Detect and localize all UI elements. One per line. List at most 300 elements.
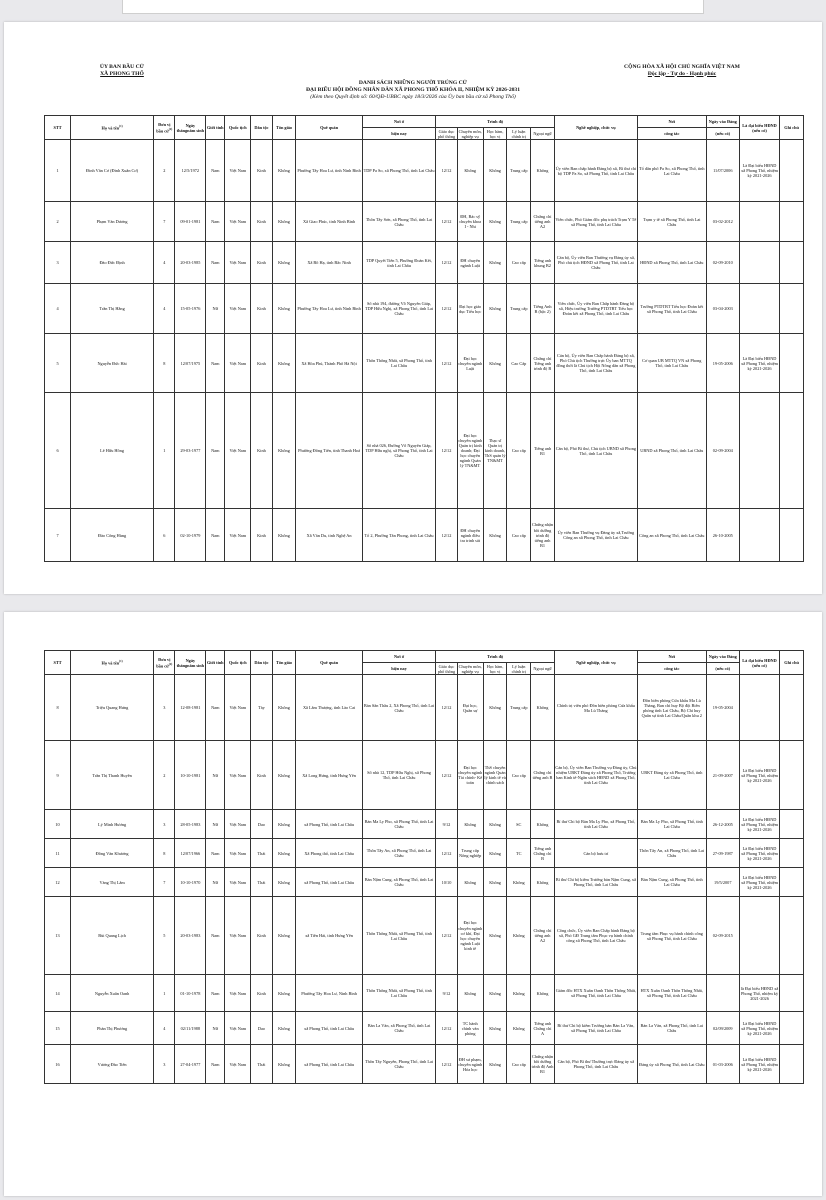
col-party: (nếu có)	[706, 663, 739, 675]
cell-name: Đồng Văn Khương	[71, 839, 154, 868]
cell-residence: Tổ 2, Phường Tân Phong, tỉnh Lai Châu	[362, 509, 436, 562]
col-name-footnote: (1)	[119, 124, 123, 129]
page-header	[4, 22, 822, 120]
cell-job: Ủy viên Ban chấp hành Đảng bộ xã, Bí thư chi bộ TDP Pa So, xã Phong Thổ, tỉnh Lai Châu	[554, 140, 637, 202]
cell-ethnic: Thái	[251, 839, 272, 868]
issuer-block	[62, 64, 182, 77]
document-title: DANH SÁCH NHỮNG NGƯỜI TRÚNG CỬ	[358, 80, 468, 86]
cell-edu-major: Không	[457, 810, 483, 839]
cell-edu-general: 12/12	[436, 334, 457, 393]
cell-job: Viên chức, Ủy viên Ban Chấp hành Đảng bộ xã, Hiệu trưởng Trường PTDTBT Tiểu học Đoàn kết xã Phong Thổ, tỉnh Lai Châu	[554, 284, 637, 334]
cell-nation: Việt Nam	[225, 975, 251, 1012]
cell-edu-general: 9/12	[436, 975, 457, 1012]
cell-note	[780, 1012, 804, 1045]
cell-work: Đảng ủy xã Phong Thổ, tỉnh Lai Châu	[637, 1045, 706, 1084]
cell-unit: 6	[154, 509, 175, 562]
cell-hometown: xã Phong Thổ, tỉnh Lai Châu	[296, 1012, 362, 1045]
cell-delegate: Là Đại biểu HĐND xã Phong Thổ, nhiệm kỳ 2021-2026	[739, 839, 779, 868]
cell-name: Vương Đào Tiến	[71, 1045, 154, 1084]
cell-nation: Việt Nam	[225, 839, 251, 868]
col-education-group: Trình độ	[436, 651, 555, 663]
cell-delegate	[739, 509, 779, 562]
cell-delegate	[739, 202, 779, 242]
cell-religion: Không	[272, 284, 296, 334]
cell-edu-degree: Thạc sĩ Quản trị kinh doanh, ThS quản lý TN&MT	[483, 393, 507, 509]
cell-edu-major: Đại học chuyên ngành cơ khí, Đại học chuyên ngành Luật kinh tế	[457, 897, 483, 975]
cell-name: Nguyễn Xuân Oanh	[71, 975, 154, 1012]
cell-job: Chính trị viên phó Đồn biên phòng Cửa khẩu Ma Lù Thàng	[554, 675, 637, 741]
cell-party: 19-05-2006	[706, 334, 739, 393]
cell-stt: 8	[45, 675, 71, 741]
cell-unit: 8	[154, 839, 175, 868]
cell-unit: 4	[154, 242, 175, 284]
cell-work: Bản Ma Ly Pho, xã Phong Thổ, tỉnh Lai Châu	[637, 810, 706, 839]
cell-unit: 4	[154, 1012, 175, 1045]
cell-dob: 20-03-1985	[175, 242, 206, 284]
cell-edu-language: Tiếng anh B1	[531, 393, 555, 509]
issuer-line-2: XÃ PHONG THỔ	[100, 70, 144, 77]
cell-party: 19/5/2007	[706, 868, 739, 897]
table-row	[45, 897, 804, 975]
cell-edu-degree: ThS chuyên ngành Quản lý kinh tế và chính sách	[483, 741, 507, 810]
cell-work: UBND xã Phong Thổ, tỉnh Lai Châu	[637, 393, 706, 509]
cell-delegate: là Đại biểu HĐND xã Phong Thổ, nhiệm kỳ 2021-2026	[739, 975, 779, 1012]
cell-edu-politics: TC	[507, 839, 531, 868]
cell-edu-language: Chứng nhận bồi dưỡng trình độ tiếng anh B1	[531, 509, 555, 562]
cell-hometown: Xã Long Hưng, tỉnh Hưng Yên	[296, 741, 362, 810]
cell-delegate	[739, 393, 779, 509]
cell-stt: 2	[45, 202, 71, 242]
col-unit	[154, 116, 175, 140]
cell-edu-general: 12/12	[436, 741, 457, 810]
cell-work: Cơ quan UB MTTQ VN xã Phong Thổ, tỉnh Lai Châu	[637, 334, 706, 393]
cell-nation: Việt Nam	[225, 334, 251, 393]
cell-unit: 3	[154, 675, 175, 741]
col-note: Ghi chú	[780, 651, 804, 675]
cell-edu-major: ĐH chuyên ngành điều tra trinh sát	[457, 509, 483, 562]
cell-job: Cán bộ, Phó Bí thư, Chủ tịch UBND xã Phong Thổ, tỉnh Lai Châu	[554, 393, 637, 509]
cell-name: Đào Đức Định	[71, 242, 154, 284]
cell-nation: Việt Nam	[225, 741, 251, 810]
col-gender: Giới tính	[206, 116, 225, 140]
cell-delegate: Là Đại biểu HĐND xã Phong Thổ, nhiệm kỳ 2021-2026	[739, 334, 779, 393]
cell-nation: Việt Nam	[225, 1012, 251, 1045]
cell-edu-language: Không	[531, 140, 555, 202]
cell-edu-major: Đại học giáo dục Tiểu học	[457, 284, 483, 334]
cell-name: Trần Thị Thanh Huyền	[71, 741, 154, 810]
cell-edu-degree: Không	[483, 1012, 507, 1045]
col-work-group: Nơi	[637, 116, 706, 128]
col-edu-general: Giáo dục phổ thông	[436, 128, 457, 140]
cell-note	[780, 839, 804, 868]
table-row	[45, 284, 804, 334]
col-ethnic: Dân tộc	[251, 116, 272, 140]
cell-unit: 7	[154, 202, 175, 242]
cell-party: 19-05-2004	[706, 675, 739, 741]
cell-edu-major: Đại học chuyên ngành Luật	[457, 334, 483, 393]
cell-edu-language: Không	[531, 810, 555, 839]
table-row	[45, 1012, 804, 1045]
cell-edu-degree: Không	[483, 675, 507, 741]
cell-edu-general: 12/12	[436, 839, 457, 868]
cell-edu-language: Tiếng anh Chứng chỉ B	[531, 839, 555, 868]
cell-unit: 5	[154, 897, 175, 975]
cell-dob: 12/07/1966	[175, 839, 206, 868]
col-dob: Ngày thángnăm sinh	[175, 116, 206, 140]
cell-dob: 28-05-1983	[175, 810, 206, 839]
table-row	[45, 975, 804, 1012]
col-edu-politics: Lý luận chính trị	[507, 663, 531, 675]
cell-hometown: Xã Hòa Phú, Thành Phố Hà Nội	[296, 334, 362, 393]
cell-work: Đồn biên phòng Cửa khẩu Ma Lù Thàng, Ban chỉ huy Bộ đội Biên phòng tỉnh Lai Châu, Bộ Chỉ huy Quân sự tỉnh Lai Châu/Quân khu 2	[637, 675, 706, 741]
col-job: Nghề nghiệp, chức vụ	[554, 651, 637, 675]
cell-edu-degree: Không	[483, 242, 507, 284]
col-residence-group: Nơi ở	[362, 651, 436, 663]
cell-nation: Việt Nam	[225, 1045, 251, 1084]
cell-stt: 16	[45, 1045, 71, 1084]
col-edu-degree: Học hàm, học vị	[483, 128, 507, 140]
cell-gender: Nam	[206, 897, 225, 975]
cell-job: Cán bộ hưu trí	[554, 839, 637, 868]
cell-note	[780, 334, 804, 393]
cell-note	[780, 810, 804, 839]
table-row	[45, 1045, 804, 1084]
cell-residence: Thôn Tây Sơn, xã Phong Thổ, tỉnh Lai Châu	[362, 202, 436, 242]
cell-note	[780, 741, 804, 810]
cell-edu-general: 12/12	[436, 284, 457, 334]
cell-delegate: Là Đại biểu HĐND xã Phong Thổ, nhiệm kỳ 2021-2026	[739, 140, 779, 202]
cell-hometown: xã Tiền Hải, tỉnh Hưng Yên	[296, 897, 362, 975]
cell-dob: 29-03-1977	[175, 393, 206, 509]
cell-dob: 10-10-1981	[175, 741, 206, 810]
cell-edu-degree: Không	[483, 975, 507, 1012]
cell-edu-language: Không	[531, 868, 555, 897]
cell-edu-major: Không	[457, 975, 483, 1012]
cell-nation: Việt Nam	[225, 897, 251, 975]
cell-edu-degree: Không	[483, 839, 507, 868]
cell-note	[780, 1045, 804, 1084]
cell-edu-politics: Cao Cấp	[507, 334, 531, 393]
cell-note	[780, 202, 804, 242]
cell-party: 02/09/2009	[706, 1012, 739, 1045]
col-religion: Tôn giáo	[272, 116, 296, 140]
cell-residence: Thôn Thống Nhất, xã Phong Thổ, tỉnh Lai Châu	[362, 897, 436, 975]
cell-edu-politics: Cao cấp	[507, 393, 531, 509]
cell-unit: 7	[154, 868, 175, 897]
cell-edu-general: 12/12	[436, 1012, 457, 1045]
cell-nation: Việt Nam	[225, 140, 251, 202]
col-hometown: Quê quán	[296, 651, 362, 675]
cell-edu-language: Không	[531, 675, 555, 741]
cell-work: Thôn Tây An, xã Phong Thổ, tỉnh Lai Châu	[637, 839, 706, 868]
cell-residence: Số nhà 026, Đường Võ Nguyên Giáp, TDP Hữu nghị, xã Phong Thổ, tỉnh Lai Châu	[362, 393, 436, 509]
cell-job: Bí thư Chi bộ Bản Ma Ly Pho, xã Phong Thổ, tỉnh Lai Châu	[554, 810, 637, 839]
cell-hometown: xã Phong Thổ, tỉnh Lai Châu	[296, 810, 362, 839]
document-page-2	[4, 612, 822, 1196]
cell-dob: 20-03-1983	[175, 897, 206, 975]
cell-note	[780, 675, 804, 741]
cell-unit: 1	[154, 975, 175, 1012]
cell-edu-politics: Cao cấp	[507, 741, 531, 810]
cell-work: Công an xã Phong Thổ, tỉnh Lai Châu	[637, 509, 706, 562]
cell-stt: 11	[45, 839, 71, 868]
col-residence-group: Nơi ở	[362, 116, 436, 128]
col-delegate: Là đại biểu HĐND (nếu có)	[739, 116, 779, 140]
cell-stt: 9	[45, 741, 71, 810]
cell-ethnic: Dao	[251, 810, 272, 839]
cell-party: 03-04-2003	[706, 284, 739, 334]
col-nation: Quốc tịch	[225, 651, 251, 675]
cell-unit: 3	[154, 1045, 175, 1084]
table-row	[45, 810, 804, 839]
cell-religion: Không	[272, 140, 296, 202]
cell-note	[780, 975, 804, 1012]
cell-ethnic: Kinh	[251, 897, 272, 975]
cell-unit: 1	[154, 393, 175, 509]
cell-residence: Thôn Tây Nguyên, Phong Thổ, tỉnh Lai Châu	[362, 1045, 436, 1084]
cell-residence: Bản Ma Ly Pho, xã Phong Thổ, tỉnh Lai Châu	[362, 810, 436, 839]
cell-work: UBKT Đảng ủy xã Phong Thổ, tỉnh Lai Châu	[637, 741, 706, 810]
cell-note	[780, 242, 804, 284]
col-dob: Ngày thángnăm sinh	[175, 651, 206, 675]
cell-delegate: Là Đại biểu HĐND xã Phong Thổ, nhiệm kỳ 2021-2026	[739, 741, 779, 810]
cell-hometown: Xã Giao Phúc, tỉnh Ninh Bình	[296, 202, 362, 242]
cell-edu-politics: Không	[507, 897, 531, 975]
cell-note	[780, 284, 804, 334]
cell-residence: TDP Pa So, xã Phong Thổ, tỉnh Lai Châu	[362, 140, 436, 202]
cell-religion: Không	[272, 242, 296, 284]
col-name	[71, 651, 154, 675]
national-motto-block	[582, 64, 782, 77]
cell-religion: Không	[272, 393, 296, 509]
cell-work: Trung tâm Phục vụ hành chính công xã Phong Thổ, tỉnh Lai Châu	[637, 897, 706, 975]
cell-edu-general: 9/12	[436, 810, 457, 839]
cell-party: 26-10-2005	[706, 509, 739, 562]
cell-edu-language: Chứng nhận bồi dưỡng trình độ Anh B1	[531, 1045, 555, 1084]
cell-edu-degree: Không	[483, 897, 507, 975]
col-edu-major: Chuyên môn, nghiệp vụ	[458, 663, 482, 674]
cell-unit: 3	[154, 810, 175, 839]
cell-ethnic: Kinh	[251, 140, 272, 202]
cell-edu-major: ĐH, Bác sỹ chuyên khoa I - Nhi	[457, 202, 483, 242]
col-unit	[154, 651, 175, 675]
col-stt: STT	[45, 651, 71, 675]
cell-stt: 15	[45, 1012, 71, 1045]
cell-party: 11/07/2006	[706, 140, 739, 202]
cell-job: Giám đốc HTX Xuân Oanh Thôn Thống Nhất, xã Phong Thổ, tỉnh Lai Châu	[554, 975, 637, 1012]
cell-name: Vàng Thị Lâm	[71, 868, 154, 897]
cell-name: Nguyễn Đức Hải	[71, 334, 154, 393]
cell-hometown: xã Phong Thổ, tỉnh Lai Châu	[296, 868, 362, 897]
cell-religion: Không	[272, 334, 296, 393]
cell-edu-general: 12/12	[436, 897, 457, 975]
cell-stt: 4	[45, 284, 71, 334]
cell-delegate: Là Đại biểu HĐND xã Phong Thổ, nhiệm kỳ 2021-2026	[739, 868, 779, 897]
col-work: công tác	[637, 663, 706, 675]
cell-edu-language: Không	[531, 975, 555, 1012]
cell-edu-major: Trung cấp Nông nghiệp	[457, 839, 483, 868]
cell-edu-politics: Không	[507, 868, 531, 897]
cell-edu-language: Chứng chỉ Tiếng anh trình độ B	[531, 334, 555, 393]
col-edu-major: Chuyên môn, nghiệp vụ	[458, 128, 482, 139]
cell-edu-degree: Không	[483, 140, 507, 202]
cell-name: Phạm Văn Dương	[71, 202, 154, 242]
cell-edu-language: Chứng chỉ tiếng anh A2	[531, 202, 555, 242]
cell-job: Viên chức, Phó Giám đốc phụ trách Trạm Y Tế xã Phong Thổ, tỉnh Lai Châu	[554, 202, 637, 242]
cell-ethnic: Kinh	[251, 284, 272, 334]
cell-name: Trần Thị Hằng	[71, 284, 154, 334]
cell-dob: 15-05-1976	[175, 284, 206, 334]
cell-gender: Nam	[206, 202, 225, 242]
cell-edu-major: TC hành chính văn phòng	[457, 1012, 483, 1045]
col-note: Ghi chú	[780, 116, 804, 140]
cell-stt: 13	[45, 897, 71, 975]
cell-residence: Bản Nậm Cung, xã Phong Thổ, tỉnh Lai Châu	[362, 868, 436, 897]
cell-name: Đào Công Hùng	[71, 509, 154, 562]
col-name-footnote: (1)	[119, 659, 123, 664]
cell-dob: 02-10-1979	[175, 509, 206, 562]
cell-gender: Nam	[206, 334, 225, 393]
cell-hometown: Phường Tây Hoa Lư, tỉnh Ninh Bình	[296, 140, 362, 202]
cell-edu-general: 12/12	[436, 242, 457, 284]
cell-nation: Việt Nam	[225, 284, 251, 334]
cell-unit: 4	[154, 284, 175, 334]
cell-delegate	[739, 242, 779, 284]
cell-edu-major: Đại học, Quân sự	[457, 675, 483, 741]
document-page-1	[4, 22, 822, 594]
cell-residence: TDP Quyết Tiến 5, Phường Đoàn Kết, tỉnh Lai Châu	[362, 242, 436, 284]
col-edu-language: Ngoại ngữ	[531, 663, 555, 675]
cell-work: Trạm y tế xã Phong Thổ, tỉnh Lai Châu	[637, 202, 706, 242]
col-party: (nếu có)	[706, 128, 739, 140]
cell-note	[780, 868, 804, 897]
table-row	[45, 741, 804, 810]
cell-dob: 01-10-1978	[175, 975, 206, 1012]
table-row	[45, 140, 804, 202]
cell-ethnic: Kinh	[251, 202, 272, 242]
col-edu-politics: Lý luận chính trị	[507, 128, 531, 140]
cell-gender: Nữ	[206, 284, 225, 334]
cell-stt: 10	[45, 810, 71, 839]
col-name-label: Họ và tên	[101, 125, 120, 131]
cell-work: HĐND xã Phong Thổ, tỉnh Lai Châu	[637, 242, 706, 284]
cell-note	[780, 509, 804, 562]
cell-nation: Việt Nam	[225, 810, 251, 839]
cell-edu-politics: Không	[507, 975, 531, 1012]
cell-edu-general: 12/12	[436, 202, 457, 242]
col-education-group: Trình độ	[436, 116, 555, 128]
national-name: CỘNG HÒA XÃ HỘI CHỦ NGHĨA VIỆT NAM	[624, 64, 740, 70]
cell-party: 02-09-2010	[706, 242, 739, 284]
col-unit-footnote: (2)	[168, 661, 173, 666]
cell-gender: Nam	[206, 975, 225, 1012]
cell-job: Bí thư Chi bộ kiêm Trưởng bản Bản La Văn, xã Phong Thổ, tỉnh Lai Châu	[554, 1012, 637, 1045]
cell-edu-language: Tiếng Anh B (bậc 2)	[531, 284, 555, 334]
cell-religion: Không	[272, 675, 296, 741]
issuer-line-1: ỦY BAN BẦU CỬ	[99, 64, 145, 70]
cell-unit: 8	[154, 334, 175, 393]
cell-edu-language: Chứng chỉ tiếng anh A2	[531, 897, 555, 975]
cell-name: Lý Minh Hương	[71, 810, 154, 839]
cell-work: Bản La Văn, xã Phong Thổ, tỉnh Lai Châu	[637, 1012, 706, 1045]
cell-edu-politics: SC	[507, 810, 531, 839]
cell-name: Đinh Văn Cơ (Đinh Xuân Cơ)	[71, 140, 154, 202]
cell-job: Cán bộ, Ủy viên Ban Thường vụ Đảng ủy, Chủ nhiệm UBKT Đảng ủy xã Phong Thổ, Trưởng ban Kinh tế-Ngân sách HĐND xã Phong Thổ, tỉnh Lai Châu	[554, 741, 637, 810]
table-row	[45, 868, 804, 897]
cell-stt: 14	[45, 975, 71, 1012]
cell-ethnic: Thái	[251, 868, 272, 897]
cell-nation: Việt Nam	[225, 868, 251, 897]
cell-edu-politics: Cao cấp	[507, 242, 531, 284]
col-party-group: Ngày vào Đảng	[706, 116, 739, 128]
cell-stt: 5	[45, 334, 71, 393]
cell-name: Lê Hữu Hồng	[71, 393, 154, 509]
cell-job: Cán bộ, Phó Bí thư Thường trực Đảng ủy xã Phong Thổ, tỉnh Lai Châu	[554, 1045, 637, 1084]
candidates-table-page-2	[44, 650, 804, 1084]
cell-party: 27-09-1987	[706, 839, 739, 868]
col-stt: STT	[45, 116, 71, 140]
cell-edu-major: Không	[457, 140, 483, 202]
cell-edu-politics: Không	[507, 1012, 531, 1045]
cell-religion: Không	[272, 1012, 296, 1045]
cell-stt: 6	[45, 393, 71, 509]
col-religion: Tôn giáo	[272, 651, 296, 675]
cell-residence: Thôn Thống Nhất, xã Phong Thổ, tỉnh Lai Châu	[362, 975, 436, 1012]
cell-religion: Không	[272, 202, 296, 242]
cell-gender: Nữ	[206, 868, 225, 897]
cell-dob: 10-10-1970	[175, 868, 206, 897]
cell-edu-degree: Không	[483, 334, 507, 393]
cell-dob: 12-08-1981	[175, 675, 206, 741]
cell-gender: Nam	[206, 242, 225, 284]
cell-edu-general: 10/10	[436, 868, 457, 897]
cell-note	[780, 897, 804, 975]
cell-hometown: Xã Lâm Thượng, tỉnh Lào Cai	[296, 675, 362, 741]
col-edu-language: Ngoại ngữ	[531, 128, 555, 140]
col-job: Nghề nghiệp, chức vụ	[554, 116, 637, 140]
cell-religion: Không	[272, 509, 296, 562]
cell-dob: 02/11/1988	[175, 1012, 206, 1045]
cell-edu-major: Đại học chuyên ngành Quản trị kinh doanh; Đại học chuyên ngành Quản lý TN&MT	[457, 393, 483, 509]
cell-ethnic: Dao	[251, 1012, 272, 1045]
cell-delegate: Là Đại biểu HĐND xã Phong Thổ, nhiệm kỳ 2021-2026	[739, 1045, 779, 1084]
cell-ethnic: Kinh	[251, 393, 272, 509]
cell-edu-language: Chứng chỉ tiếng anh B	[531, 741, 555, 810]
document-subtitle: ĐẠI BIỂU HỘI ĐỒNG NHÂN DÂN XÃ PHONG THỔ KHÓA II, NHIỆM KỲ 2026-2031	[305, 86, 521, 93]
col-unit-label: Đơn vị bầu cử	[156, 656, 171, 669]
cell-edu-language: Tiếng anh Chứng chỉ A	[531, 1012, 555, 1045]
cell-religion: Không	[272, 741, 296, 810]
cell-ethnic: Kinh	[251, 242, 272, 284]
cell-stt: 3	[45, 242, 71, 284]
cell-edu-politics: Cao cấp	[507, 1045, 531, 1084]
cell-residence: Số nhà 194, đường Võ Nguyên Giáp, TDP Hữu Nghị, xã Phong Thổ, tỉnh Lai Châu	[362, 284, 436, 334]
previous-page-edge	[122, 0, 704, 14]
document-title-block	[184, 80, 642, 100]
col-ethnic: Dân tộc	[251, 651, 272, 675]
candidates-table-page-1	[44, 115, 804, 562]
cell-gender: Nam	[206, 140, 225, 202]
cell-ethnic: Thái	[251, 1045, 272, 1084]
cell-nation: Việt Nam	[225, 242, 251, 284]
cell-residence: Thôn Thống Nhất, xã Phong Thổ, tỉnh Lai Châu	[362, 334, 436, 393]
cell-edu-major: ĐH sư phạm, chuyên ngành Hóa học	[457, 1045, 483, 1084]
col-nation: Quốc tịch	[225, 116, 251, 140]
document-reference: (Kèm theo Quyết định số: 60/QĐ-UBBC ngày 18/3/2026 của Ủy ban bầu cử xã Phong Thổ)	[310, 93, 516, 100]
cell-ethnic: Kinh	[251, 741, 272, 810]
cell-gender: Nam	[206, 393, 225, 509]
cell-name: Phàn Thị Phương	[71, 1012, 154, 1045]
